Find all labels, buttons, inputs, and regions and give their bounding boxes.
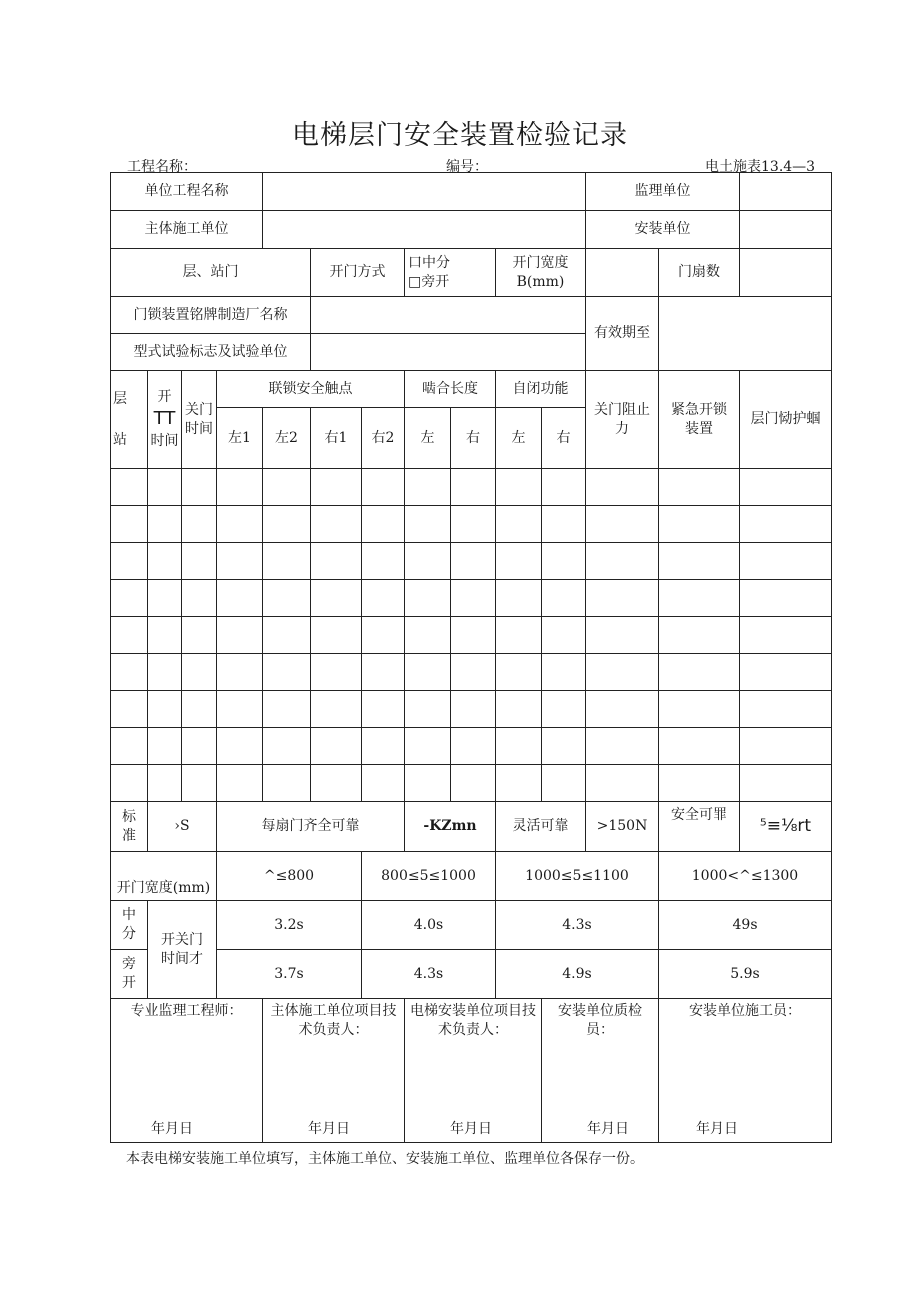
selfclose-left-header: 左 — [496, 408, 542, 469]
contact-left2-header: 左2 — [263, 408, 311, 469]
table-cell[interactable] — [263, 728, 311, 765]
table-cell[interactable] — [148, 728, 182, 765]
table-cell[interactable] — [451, 654, 496, 691]
table-cell[interactable] — [740, 506, 832, 543]
qc-signature-label: 安装单位质检员： — [558, 1003, 642, 1038]
side-time-4: 5.9s — [659, 950, 832, 999]
open-time-header-c: 时间 — [150, 432, 179, 449]
valid-until-label: 有效期至 — [586, 297, 659, 371]
table-cell[interactable] — [740, 691, 832, 728]
supervisor-field[interactable] — [740, 173, 832, 211]
table-cell[interactable] — [542, 654, 586, 691]
table-cell[interactable] — [311, 580, 362, 617]
table-cell[interactable] — [451, 617, 496, 654]
table-cell[interactable] — [362, 617, 405, 654]
standard-self-close: 灵活可靠 — [496, 802, 586, 852]
standard-time: ›S — [148, 802, 217, 852]
table-cell[interactable] — [740, 580, 832, 617]
table-cell[interactable] — [182, 654, 217, 691]
engage-length-header: 啮合长度 — [405, 371, 496, 408]
main-contractor-field[interactable] — [263, 211, 586, 249]
table-row — [111, 654, 832, 691]
table-cell[interactable] — [217, 728, 263, 765]
table-cell[interactable] — [217, 469, 263, 506]
table-cell[interactable] — [659, 765, 740, 802]
table-cell[interactable] — [496, 691, 542, 728]
table-cell[interactable] — [111, 543, 148, 580]
table-cell[interactable] — [496, 580, 542, 617]
table-cell[interactable] — [148, 654, 182, 691]
engineer-signature-cell[interactable] — [111, 999, 263, 1143]
contact-right1-header: 右1 — [311, 408, 362, 469]
table-cell[interactable] — [496, 765, 542, 802]
engage-left-header: 左 — [405, 408, 451, 469]
open-time-header-b: TT — [153, 408, 176, 430]
table-cell[interactable] — [217, 654, 263, 691]
table-cell[interactable] — [182, 543, 217, 580]
contact-left1-header: 左1 — [217, 408, 263, 469]
center-time-3: 4.3s — [496, 901, 659, 950]
table-row — [111, 728, 832, 765]
table-cell[interactable] — [586, 617, 659, 654]
table-cell[interactable] — [542, 691, 586, 728]
table-cell[interactable] — [740, 543, 832, 580]
table-cell[interactable] — [182, 617, 217, 654]
table-cell[interactable] — [263, 543, 311, 580]
table-cell[interactable] — [405, 580, 451, 617]
side-time-1: 3.7s — [217, 950, 362, 999]
table-cell[interactable] — [311, 691, 362, 728]
table-cell[interactable] — [311, 728, 362, 765]
main-lead-signature-label: 主体施工单位项目技术负责人： — [270, 1003, 397, 1038]
table-cell[interactable] — [542, 506, 586, 543]
main-lead-signature-date: 年月日 — [308, 1121, 350, 1138]
floor-header-a: 层 — [113, 390, 127, 407]
table-cell[interactable] — [496, 543, 542, 580]
table-cell[interactable] — [542, 728, 586, 765]
block-force-header-a: 关门阻止 — [594, 401, 650, 418]
table-cell[interactable] — [496, 728, 542, 765]
table-cell[interactable] — [111, 580, 148, 617]
table-cell[interactable] — [111, 765, 148, 802]
table-cell[interactable] — [217, 506, 263, 543]
qc-signature-cell[interactable] — [542, 999, 659, 1143]
selfclose-right-header: 右 — [542, 408, 586, 469]
table-cell[interactable] — [263, 765, 311, 802]
table-row — [111, 580, 832, 617]
table-cell[interactable] — [311, 469, 362, 506]
table-row — [111, 469, 832, 506]
center-time-1: 3.2s — [217, 901, 362, 950]
standard-label-b: 准 — [122, 827, 136, 844]
table-cell[interactable] — [659, 543, 740, 580]
interlock-header: 联锁安全触点 — [217, 371, 405, 408]
table-cell[interactable] — [405, 765, 451, 802]
table-cell[interactable] — [659, 617, 740, 654]
table-cell[interactable] — [182, 691, 217, 728]
table-cell[interactable] — [217, 765, 263, 802]
table-cell[interactable] — [496, 506, 542, 543]
table-cell[interactable] — [542, 580, 586, 617]
self-close-header: 自闭功能 — [496, 371, 586, 408]
table-cell[interactable] — [740, 765, 832, 802]
table-cell[interactable] — [111, 617, 148, 654]
table-cell[interactable] — [217, 691, 263, 728]
table-cell[interactable] — [586, 654, 659, 691]
inspection-form-table — [110, 172, 832, 1143]
table-cell[interactable] — [362, 728, 405, 765]
table-cell[interactable] — [405, 469, 451, 506]
table-cell[interactable] — [311, 543, 362, 580]
table-cell[interactable] — [586, 469, 659, 506]
table-cell[interactable] — [148, 691, 182, 728]
table-cell[interactable] — [659, 691, 740, 728]
page-title: 电梯层门安全装置检验记录 — [292, 120, 628, 151]
table-cell[interactable] — [182, 469, 217, 506]
table-cell[interactable] — [740, 654, 832, 691]
table-cell[interactable] — [659, 580, 740, 617]
table-cell[interactable] — [111, 728, 148, 765]
table-cell[interactable] — [659, 469, 740, 506]
worker-signature-label: 安装单位施工员： — [689, 1003, 801, 1019]
unit-project-label: 单位工程名称 — [111, 173, 263, 211]
table-cell[interactable] — [311, 765, 362, 802]
table-cell[interactable] — [740, 728, 832, 765]
table-cell[interactable] — [451, 580, 496, 617]
type-test-label: 型式试验标志及试验单位 — [111, 334, 311, 371]
center-label-b: 分 — [122, 926, 136, 942]
width-label: 开门宽度 — [512, 254, 569, 271]
table-cell[interactable] — [405, 617, 451, 654]
lock-maker-label: 门锁装置铭牌制造厂名称 — [111, 297, 311, 334]
side-time-3: 4.9s — [496, 950, 659, 999]
table-cell[interactable] — [148, 765, 182, 802]
mode-center-option[interactable]: 口中分 — [408, 254, 450, 271]
table-cell[interactable] — [405, 691, 451, 728]
close-time-header-b: 时间 — [185, 420, 213, 437]
center-time-4: 49s — [659, 901, 832, 950]
table-cell[interactable] — [217, 617, 263, 654]
table-cell[interactable] — [111, 506, 148, 543]
table-cell[interactable] — [362, 691, 405, 728]
standard-block-force: >150N — [586, 802, 659, 852]
table-cell[interactable] — [182, 580, 217, 617]
table-cell[interactable] — [451, 728, 496, 765]
width-range-4: 1000<^≤1300 — [659, 852, 832, 901]
elevator-lead-signature-cell[interactable] — [405, 999, 542, 1143]
table-cell[interactable] — [263, 691, 311, 728]
mode-side-option[interactable]: □旁开 — [408, 273, 450, 290]
width-unit: B(mm) — [516, 273, 565, 290]
side-label-b: 开 — [122, 975, 136, 991]
width-range-3: 1000≤5≤1100 — [496, 852, 659, 901]
table-cell[interactable] — [148, 617, 182, 654]
table-cell[interactable] — [740, 617, 832, 654]
table-cell[interactable] — [659, 728, 740, 765]
door-time-label-a: 开关门 — [161, 931, 203, 948]
form-code: 电土施表13.4—3 — [705, 159, 816, 175]
table-cell[interactable] — [182, 728, 217, 765]
width-range-2: 800≤5≤1000 — [362, 852, 496, 901]
table-cell[interactable] — [659, 654, 740, 691]
table-cell[interactable] — [263, 506, 311, 543]
table-cell[interactable] — [496, 469, 542, 506]
table-cell[interactable] — [586, 765, 659, 802]
table-cell[interactable] — [311, 617, 362, 654]
leaf-count-field[interactable] — [740, 249, 832, 297]
table-cell[interactable] — [182, 765, 217, 802]
table-cell[interactable] — [362, 765, 405, 802]
table-cell[interactable] — [148, 469, 182, 506]
standard-emergency: 安全可罪 — [659, 802, 740, 852]
table-row — [111, 506, 832, 543]
valid-until-field[interactable] — [659, 297, 832, 371]
inspection-data-rows — [111, 469, 832, 802]
width-range-1: ^≤800 — [217, 852, 362, 901]
table-cell[interactable] — [451, 691, 496, 728]
close-time-header-a: 关门 — [185, 401, 213, 418]
table-cell[interactable] — [362, 469, 405, 506]
table-cell[interactable] — [148, 506, 182, 543]
standard-label-a: 标 — [122, 808, 136, 825]
table-cell[interactable] — [263, 469, 311, 506]
elevator-lead-signature-date: 年月日 — [450, 1121, 492, 1138]
side-time-2: 4.3s — [362, 950, 496, 999]
table-cell[interactable] — [111, 654, 148, 691]
main-contractor-label: 主体施工单位 — [111, 211, 263, 249]
table-cell[interactable] — [263, 580, 311, 617]
table-cell[interactable] — [148, 543, 182, 580]
table-row — [111, 691, 832, 728]
table-cell[interactable] — [451, 469, 496, 506]
width-field[interactable] — [586, 249, 659, 297]
table-row — [111, 543, 832, 580]
supervisor-label: 监理单位 — [586, 173, 740, 211]
table-cell[interactable] — [311, 654, 362, 691]
emergency-unlock-header-a: 紧急开锁 — [671, 401, 727, 418]
table-cell[interactable] — [405, 728, 451, 765]
table-cell[interactable] — [586, 580, 659, 617]
standard-contacts: 每扇门齐全可靠 — [217, 802, 405, 852]
type-test-field[interactable] — [311, 334, 586, 371]
table-cell[interactable] — [451, 543, 496, 580]
floor-door-label: 层、站门 — [111, 249, 311, 297]
engineer-signature-date: 年月日 — [151, 1121, 193, 1138]
installer-label: 安装单位 — [586, 211, 740, 249]
table-cell[interactable] — [217, 580, 263, 617]
side-label-a: 旁 — [122, 956, 136, 973]
floor-header-b: 站 — [113, 431, 127, 448]
table-cell[interactable] — [362, 654, 405, 691]
table-cell[interactable] — [451, 506, 496, 543]
number-label: 编号： — [446, 159, 488, 175]
worker-signature-date: 年月日 — [696, 1121, 738, 1138]
unit-project-field[interactable] — [263, 173, 586, 211]
open-mode-label: 开门方式 — [311, 249, 405, 297]
worker-signature-cell[interactable] — [659, 999, 832, 1143]
open-time-header-a: 开 — [157, 389, 172, 406]
table-cell[interactable] — [542, 543, 586, 580]
installer-field[interactable] — [740, 211, 832, 249]
emergency-unlock-header-b: 装置 — [685, 420, 713, 437]
qc-signature-date: 年月日 — [587, 1121, 629, 1138]
width-range-label: 开门宽度(mm) — [111, 852, 217, 901]
table-cell[interactable] — [311, 506, 362, 543]
project-name-label: 工程名称： — [127, 159, 197, 175]
table-cell[interactable] — [451, 765, 496, 802]
table-cell[interactable] — [586, 728, 659, 765]
table-cell[interactable] — [362, 580, 405, 617]
door-guard-header: 层门恸护蝈 — [740, 371, 832, 469]
center-label-a: 中 — [122, 907, 136, 924]
table-cell[interactable] — [659, 506, 740, 543]
engage-right-header: 右 — [451, 408, 496, 469]
table-row — [111, 617, 832, 654]
table-cell[interactable] — [586, 691, 659, 728]
door-time-label-b: 时间才 — [161, 950, 203, 967]
table-cell[interactable] — [542, 617, 586, 654]
standard-door-guard: ⁵≡⅛rt — [740, 802, 832, 852]
table-cell[interactable] — [405, 543, 451, 580]
main-lead-signature-cell[interactable] — [263, 999, 405, 1143]
table-cell[interactable] — [405, 654, 451, 691]
table-cell[interactable] — [148, 580, 182, 617]
contact-right2-header: 右2 — [362, 408, 405, 469]
center-time-2: 4.0s — [362, 901, 496, 950]
table-cell[interactable] — [542, 469, 586, 506]
table-cell[interactable] — [740, 469, 832, 506]
table-cell[interactable] — [217, 543, 263, 580]
table-cell[interactable] — [111, 691, 148, 728]
table-cell[interactable] — [362, 543, 405, 580]
footer-note: 本表电梯安装施工单位填写，主体施工单位、安装施工单位、监理单位各保存一份。 — [126, 1151, 644, 1167]
table-cell[interactable] — [496, 654, 542, 691]
elevator-lead-signature-label: 电梯安装单位项目技术负责人： — [410, 1003, 536, 1038]
engineer-signature-label: 专业监理工程师： — [130, 1003, 243, 1019]
leaf-count-label: 门扇数 — [659, 249, 740, 297]
table-cell[interactable] — [586, 506, 659, 543]
table-row — [111, 765, 832, 802]
table-cell[interactable] — [263, 654, 311, 691]
table-cell[interactable] — [496, 617, 542, 654]
table-cell[interactable] — [362, 506, 405, 543]
block-force-header-b: 力 — [615, 420, 629, 437]
table-cell[interactable] — [263, 617, 311, 654]
lock-maker-field[interactable] — [311, 297, 586, 334]
table-cell[interactable] — [111, 469, 148, 506]
table-cell[interactable] — [182, 506, 217, 543]
standard-engage-length: -KZmn — [405, 802, 496, 852]
table-cell[interactable] — [586, 543, 659, 580]
table-cell[interactable] — [542, 765, 586, 802]
table-cell[interactable] — [405, 506, 451, 543]
